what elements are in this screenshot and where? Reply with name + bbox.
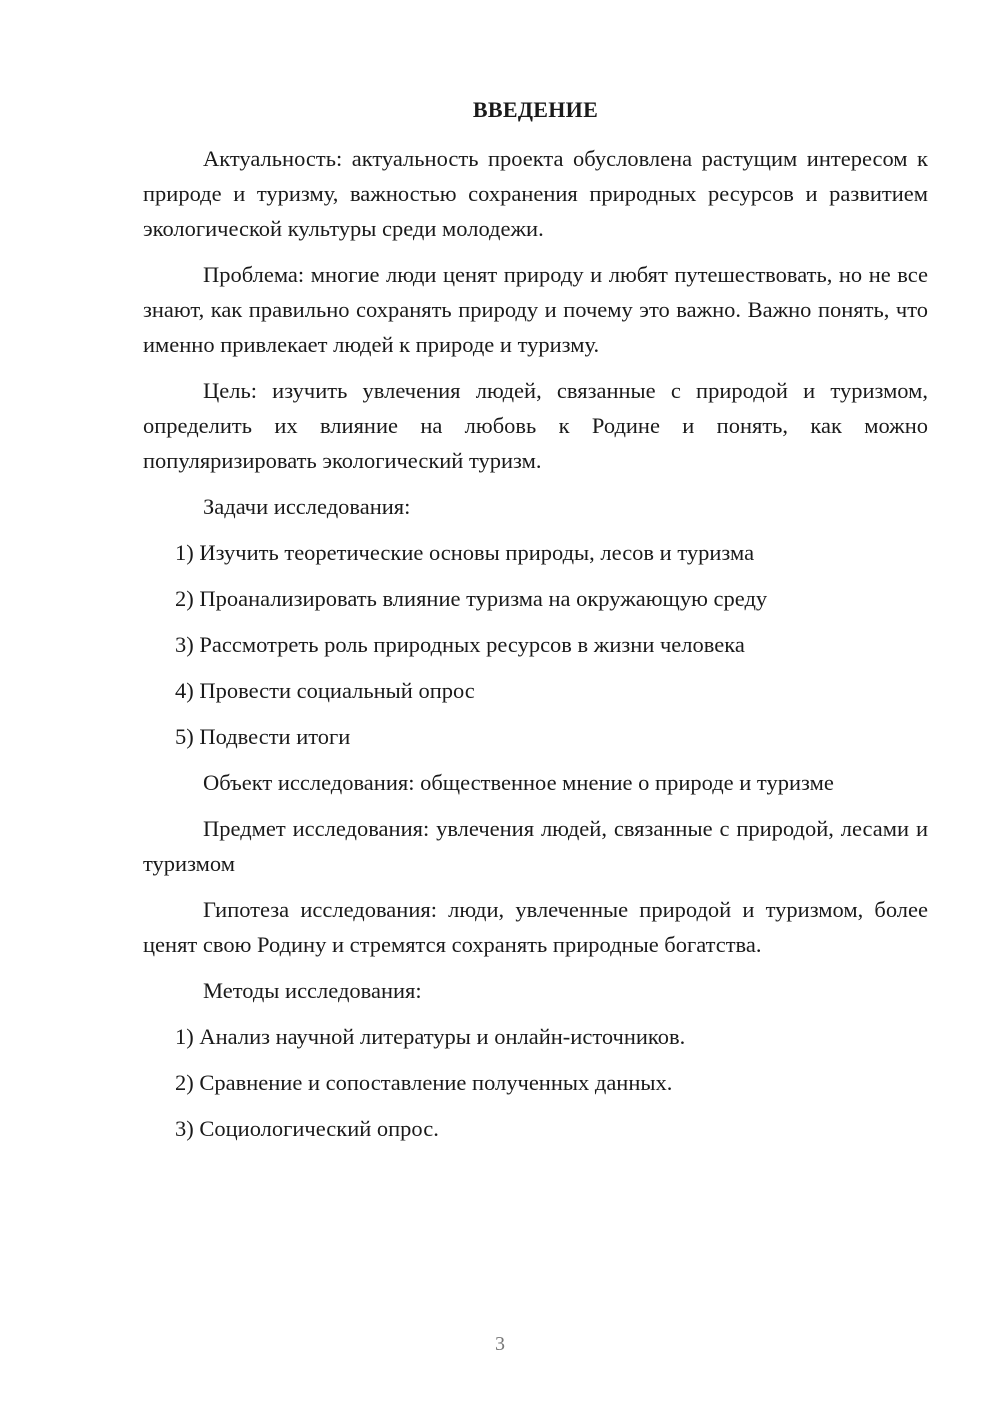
document-page	[143, 92, 928, 1157]
task-item: 4) Провести социальный опрос	[175, 678, 475, 703]
relevance-paragraph: Актуальность: актуальность проекта обусловлена растущим интересом к природе и туризму, важностью сохранения природных ресурсов и развитием экологической культуры среди молодежи.	[143, 146, 928, 241]
tasks-list	[143, 535, 928, 754]
methods-list	[143, 1019, 928, 1146]
method-item: 1) Анализ научной литературы и онлайн-источников.	[175, 1024, 686, 1049]
goal-paragraph: Цель: изучить увлечения людей, связанные с природой и туризмом, определить их влияние на любовь к Родине и понять, как можно популяризировать экологический туризм.	[143, 378, 928, 473]
hypothesis-paragraph: Гипотеза исследования: люди, увлеченные природой и туризмом, более ценят свою Родину и стремятся сохранять природные богатства.	[143, 897, 928, 957]
task-item: 5) Подвести итоги	[175, 724, 351, 749]
task-item: 1) Изучить теоретические основы природы, лесов и туризма	[175, 540, 755, 565]
subject-paragraph: Предмет исследования: увлечения людей, связанные с природой, лесами и туризмом	[143, 816, 928, 876]
task-item: 2) Проанализировать влияние туризма на окружающую среду	[175, 586, 768, 611]
section-title: ВВЕДЕНИЕ	[472, 97, 599, 122]
object-paragraph: Объект исследования: общественное мнение о природе и туризме	[203, 770, 834, 795]
page-number: 3	[495, 1333, 505, 1355]
methods-heading: Методы исследования:	[203, 978, 422, 1003]
method-item: 3) Социологический опрос.	[175, 1116, 439, 1141]
problem-paragraph: Проблема: многие люди ценят природу и любят путешествовать, но не все знают, как правильно сохранять природу и почему это важно. Важно понять, что именно привлекает людей к природе и туризму.	[143, 262, 928, 357]
tasks-heading: Задачи исследования:	[203, 494, 411, 519]
method-item: 2) Сравнение и сопоставление полученных данных.	[175, 1070, 673, 1095]
task-item: 3) Рассмотреть роль природных ресурсов в жизни человека	[175, 632, 745, 657]
